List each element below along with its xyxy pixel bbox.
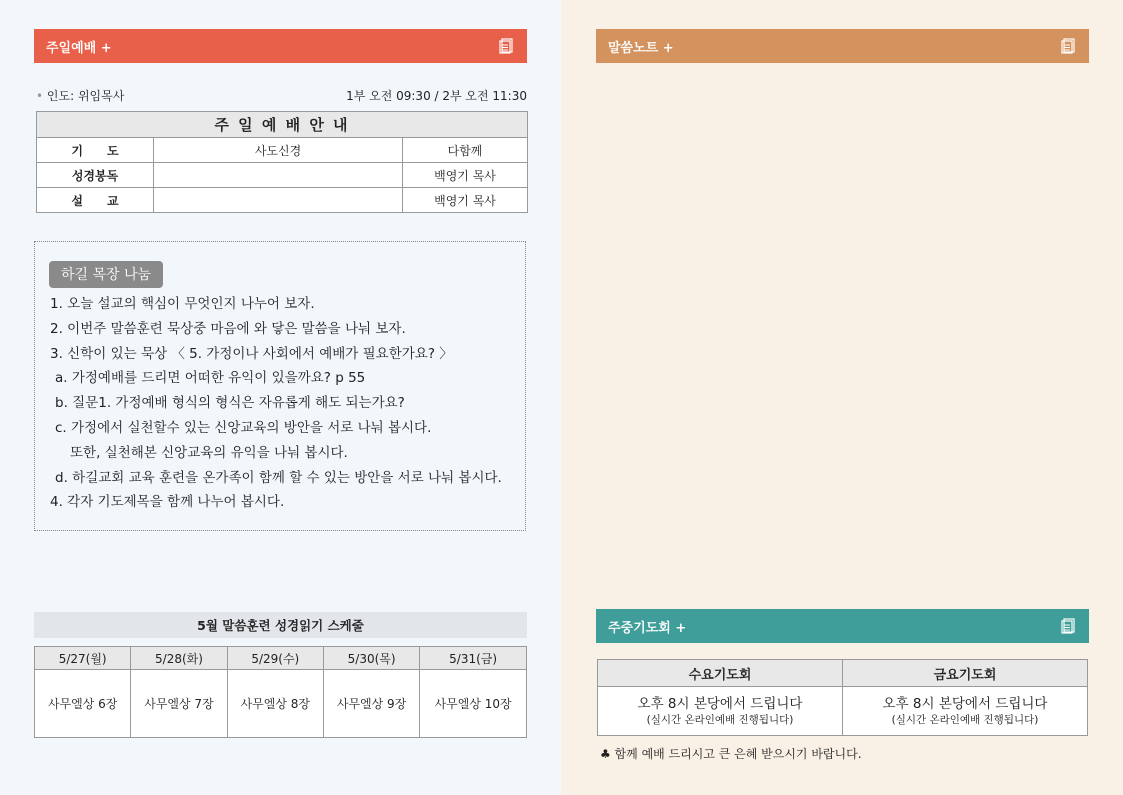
worship-times: 1부 오전 09:30 / 2부 오전 11:30 xyxy=(346,89,527,103)
schedule-date: 5/31(금) xyxy=(420,647,527,670)
sharing-item: 4. 각자 기도제목을 함께 나누어 봅시다. xyxy=(50,494,285,511)
worship-row-content xyxy=(154,188,403,213)
worship-leader-text: 인도: 위임목사 xyxy=(46,89,125,103)
prayer-sub: (실시간 온라인예배 진행됩니다) xyxy=(891,714,1039,726)
sharing-item: 3. 신학이 있는 묵상 〈 5. 가정이나 사회에서 예배가 필요한가요? 〉 xyxy=(50,345,453,362)
worship-row-label: 설 교 xyxy=(37,188,154,213)
notes-bar-title: 말씀노트 + xyxy=(608,40,674,56)
worship-row xyxy=(37,138,528,163)
worship-row-person: 백영기 목사 xyxy=(403,188,528,213)
sharing-item: 1. 오늘 설교의 핵심이 무엇인지 나누어 보자. xyxy=(50,296,315,312)
worship-row-label: 기 도 xyxy=(37,138,154,163)
schedule-title: 5월 말씀훈련 성경읽기 스케줄 xyxy=(34,612,527,638)
sharing-tag: 하길 목장 나눔 xyxy=(49,261,163,288)
schedule-date: 5/30(목) xyxy=(323,647,419,670)
sharing-item: 2. 이번주 말씀훈련 묵상중 마음에 와 닿은 말씀을 나눠 보자. xyxy=(50,320,406,337)
schedule-reading: 사무엘상 8장 xyxy=(227,670,323,738)
worship-row-person: 백영기 목사 xyxy=(403,163,528,188)
schedule-date: 5/28(화) xyxy=(131,647,227,670)
document-icon[interactable] xyxy=(1061,38,1075,54)
prayer-main: 오후 8시 본당에서 드립니다 xyxy=(637,696,803,712)
prayer-cell xyxy=(598,687,843,736)
schedule-date: 5/29(수) xyxy=(227,647,323,670)
prayer-sub: (실시간 온라인예배 진행됩니다) xyxy=(646,714,794,726)
schedule-reading: 사무엘상 10장 xyxy=(420,670,527,738)
worship-leader: • 인도: 위임목사 xyxy=(36,89,125,103)
prayer-bar-title: 주중기도회 + xyxy=(608,620,687,636)
sharing-item: c. 가정에서 실천할수 있는 신앙교육의 방안을 서로 나눠 봅시다. xyxy=(55,419,432,436)
worship-row xyxy=(37,188,528,213)
schedule-reading: 사무엘상 7장 xyxy=(131,670,227,738)
worship-table-title: 주 일 예 배 안 내 xyxy=(37,112,528,138)
sharing-box xyxy=(34,241,526,531)
sharing-item: d. 하길교회 교육 훈련을 온가족이 함께 할 수 있는 방안을 서로 나눠 봅시다. xyxy=(55,469,502,486)
worship-header-bar[interactable] xyxy=(34,29,527,63)
worship-row-person: 다함께 xyxy=(403,138,528,163)
worship-bar-title: 주일예배 + xyxy=(46,40,112,56)
prayer-header: 수요기도회 xyxy=(598,660,843,687)
worship-table xyxy=(36,111,528,213)
prayer-table xyxy=(597,659,1088,736)
schedule-table xyxy=(34,646,527,738)
document-icon[interactable] xyxy=(499,38,513,54)
worship-row xyxy=(37,163,528,188)
sharing-item: b. 질문1. 가정예배 형식의 형식은 자유롭게 해도 되는가요? xyxy=(55,395,405,412)
prayer-header-bar[interactable] xyxy=(596,609,1089,643)
sharing-list xyxy=(50,292,502,515)
sharing-item: 또한, 실천해본 신앙교육의 유익을 나눠 봅시다. xyxy=(70,444,348,461)
schedule-date: 5/27(월) xyxy=(35,647,131,670)
prayer-main: 오후 8시 본당에서 드립니다 xyxy=(882,696,1048,712)
worship-row-content: 사도신경 xyxy=(154,138,403,163)
schedule-reading: 사무엘상 9장 xyxy=(323,670,419,738)
sharing-item: a. 가정예배를 드리면 어떠한 유익이 있을까요? p 55 xyxy=(55,370,366,387)
prayer-header: 금요기도회 xyxy=(843,660,1088,687)
worship-row-content xyxy=(154,163,403,188)
closing-message: ♣ 함께 예배 드리시고 큰 은혜 받으시기 바랍니다. xyxy=(600,747,862,761)
document-icon[interactable] xyxy=(1061,618,1075,634)
worship-row-label: 성경봉독 xyxy=(37,163,154,188)
prayer-cell xyxy=(843,687,1088,736)
notes-header-bar[interactable] xyxy=(596,29,1089,63)
schedule-reading: 사무엘상 6장 xyxy=(35,670,131,738)
